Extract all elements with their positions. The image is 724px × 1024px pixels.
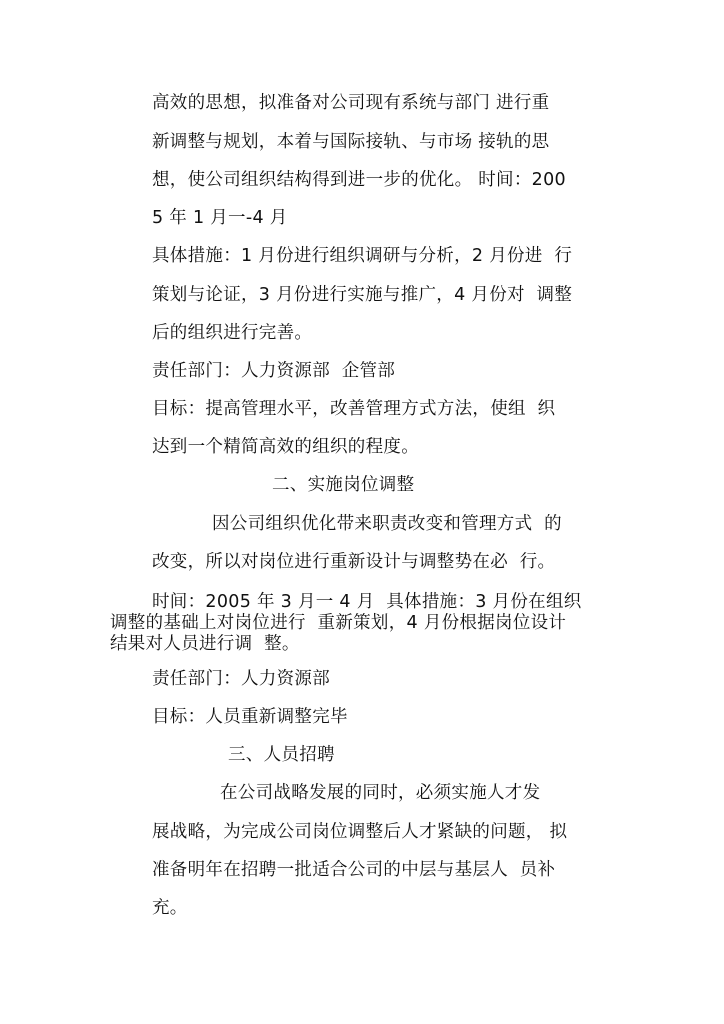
text-line: 具体措施：1 月份进行组织调研与分析，2 月份进 行 <box>152 246 573 266</box>
text-line: 调整的基础上对岗位进行 重新策划，4 月份根据岗位设计 <box>110 613 567 633</box>
text-line: 达到一个精简高效的组织的程度。 <box>152 437 419 457</box>
text-line: 展战略，为完成公司岗位调整后人才紧缺的问题， 拟 <box>152 822 568 842</box>
text-line: 在公司战略发展的同时，必须实施人才发 <box>220 783 541 803</box>
text-line: 新调整与规划，本着与国际接轨、与市场 接轨的思 <box>152 132 550 152</box>
text-line: 责任部门：人力资源部 <box>152 669 330 689</box>
text-line: 目标：人员重新调整完毕 <box>152 707 348 727</box>
text-line: 高效的思想，拟准备对公司现有系统与部门 进行重 <box>152 93 550 113</box>
text-line: 责任部门：人力资源部 企管部 <box>152 361 396 381</box>
text-line: 结果对人员进行调 整。 <box>110 634 300 654</box>
section-heading: 二、实施岗位调整 <box>272 475 415 495</box>
text-line: 想，使公司组织结构得到进一步的优化。 时间：200 <box>152 170 566 190</box>
text-line: 充。 <box>152 898 188 918</box>
text-line: 因公司组织优化带来职责改变和管理方式 的 <box>212 514 562 534</box>
text-line: 策划与论证，3 月份进行实施与推广，4 月份对 调整 <box>152 285 573 305</box>
section-heading: 三、人员招聘 <box>228 745 335 765</box>
text-line: 后的组织进行完善。 <box>152 323 313 343</box>
text-line: 时间：2005 年 3 月一 4 月 具体措施：3 月份在组织 <box>152 592 582 612</box>
text-line: 改变，所以对岗位进行重新设计与调整势在必 行。 <box>152 552 556 572</box>
text-line: 目标：提高管理水平，改善管理方式方法，使组 织 <box>152 399 556 419</box>
text-line: 准备明年在招聘一批适合公司的中层与基层人 员补 <box>152 860 556 880</box>
text-line: 5 年 1 月一-4 月 <box>152 208 288 228</box>
